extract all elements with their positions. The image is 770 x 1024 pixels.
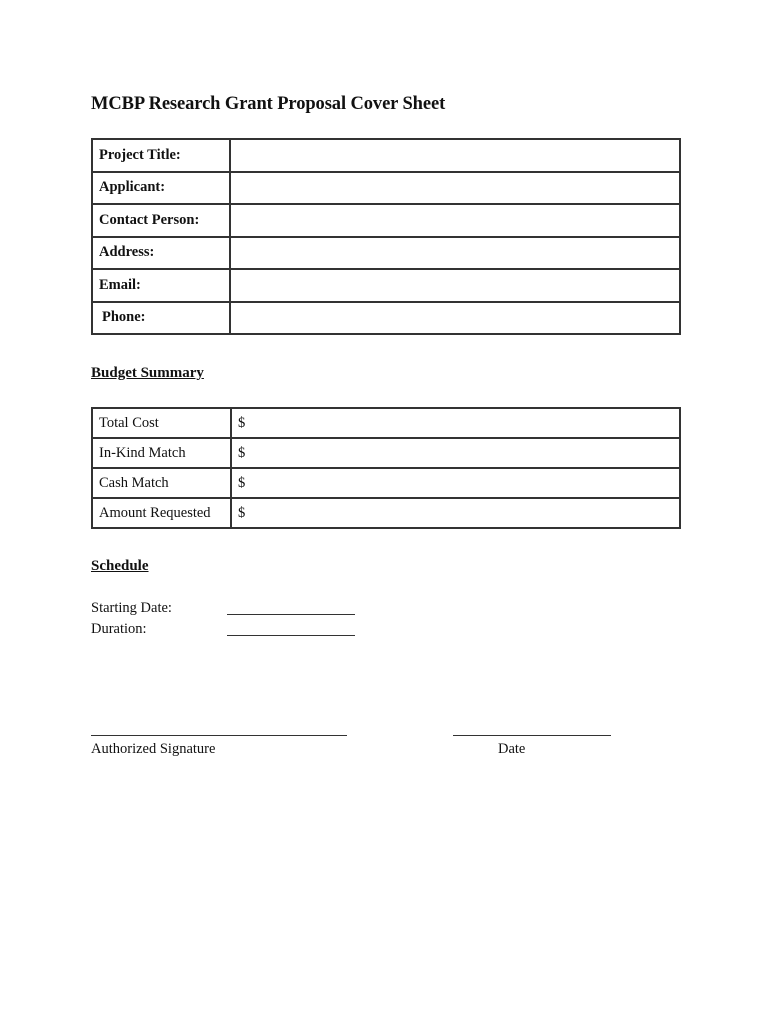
table-row: [92, 269, 680, 302]
authorized-signature-label: Authorized Signature: [91, 741, 216, 757]
phone-label: Phone:: [92, 302, 230, 335]
starting-date-label: Starting Date:: [91, 600, 172, 616]
email-field[interactable]: [230, 269, 680, 302]
total-cost-label: Total Cost: [92, 408, 231, 438]
in-kind-match-field[interactable]: $: [231, 438, 680, 468]
authorized-signature-line[interactable]: [91, 735, 347, 736]
phone-field[interactable]: [230, 302, 680, 335]
cash-match-field[interactable]: $: [231, 468, 680, 498]
applicant-field[interactable]: [230, 172, 680, 205]
table-row: [92, 204, 680, 237]
table-row: [92, 139, 680, 172]
duration-label: Duration:: [91, 621, 147, 637]
starting-date-field[interactable]: [227, 614, 355, 615]
amount-requested-field[interactable]: $: [231, 498, 680, 528]
cash-match-label: Cash Match: [92, 468, 231, 498]
table-row: [92, 302, 680, 335]
applicant-label: Applicant:: [92, 172, 230, 205]
total-cost-field[interactable]: $: [231, 408, 680, 438]
budget-summary-heading: Budget Summary: [91, 365, 204, 381]
contact-person-label: Contact Person:: [92, 204, 230, 237]
page-title: MCBP Research Grant Proposal Cover Sheet: [91, 94, 446, 114]
address-field[interactable]: [230, 237, 680, 270]
table-row: [92, 498, 680, 528]
schedule-heading: Schedule: [91, 558, 149, 574]
project-title-label: Project Title:: [92, 139, 230, 172]
date-label: Date: [498, 741, 526, 757]
table-row: [92, 237, 680, 270]
email-label: Email:: [92, 269, 230, 302]
table-row: [92, 172, 680, 205]
duration-field[interactable]: [227, 635, 355, 636]
table-row: [92, 438, 680, 468]
applicant-info-table: [91, 138, 681, 335]
contact-person-field[interactable]: [230, 204, 680, 237]
address-label: Address:: [92, 237, 230, 270]
budget-table: [91, 407, 681, 529]
project-title-field[interactable]: [230, 139, 680, 172]
in-kind-match-label: In-Kind Match: [92, 438, 231, 468]
table-row: [92, 408, 680, 438]
date-line[interactable]: [453, 735, 611, 736]
table-row: [92, 468, 680, 498]
amount-requested-label: Amount Requested: [92, 498, 231, 528]
